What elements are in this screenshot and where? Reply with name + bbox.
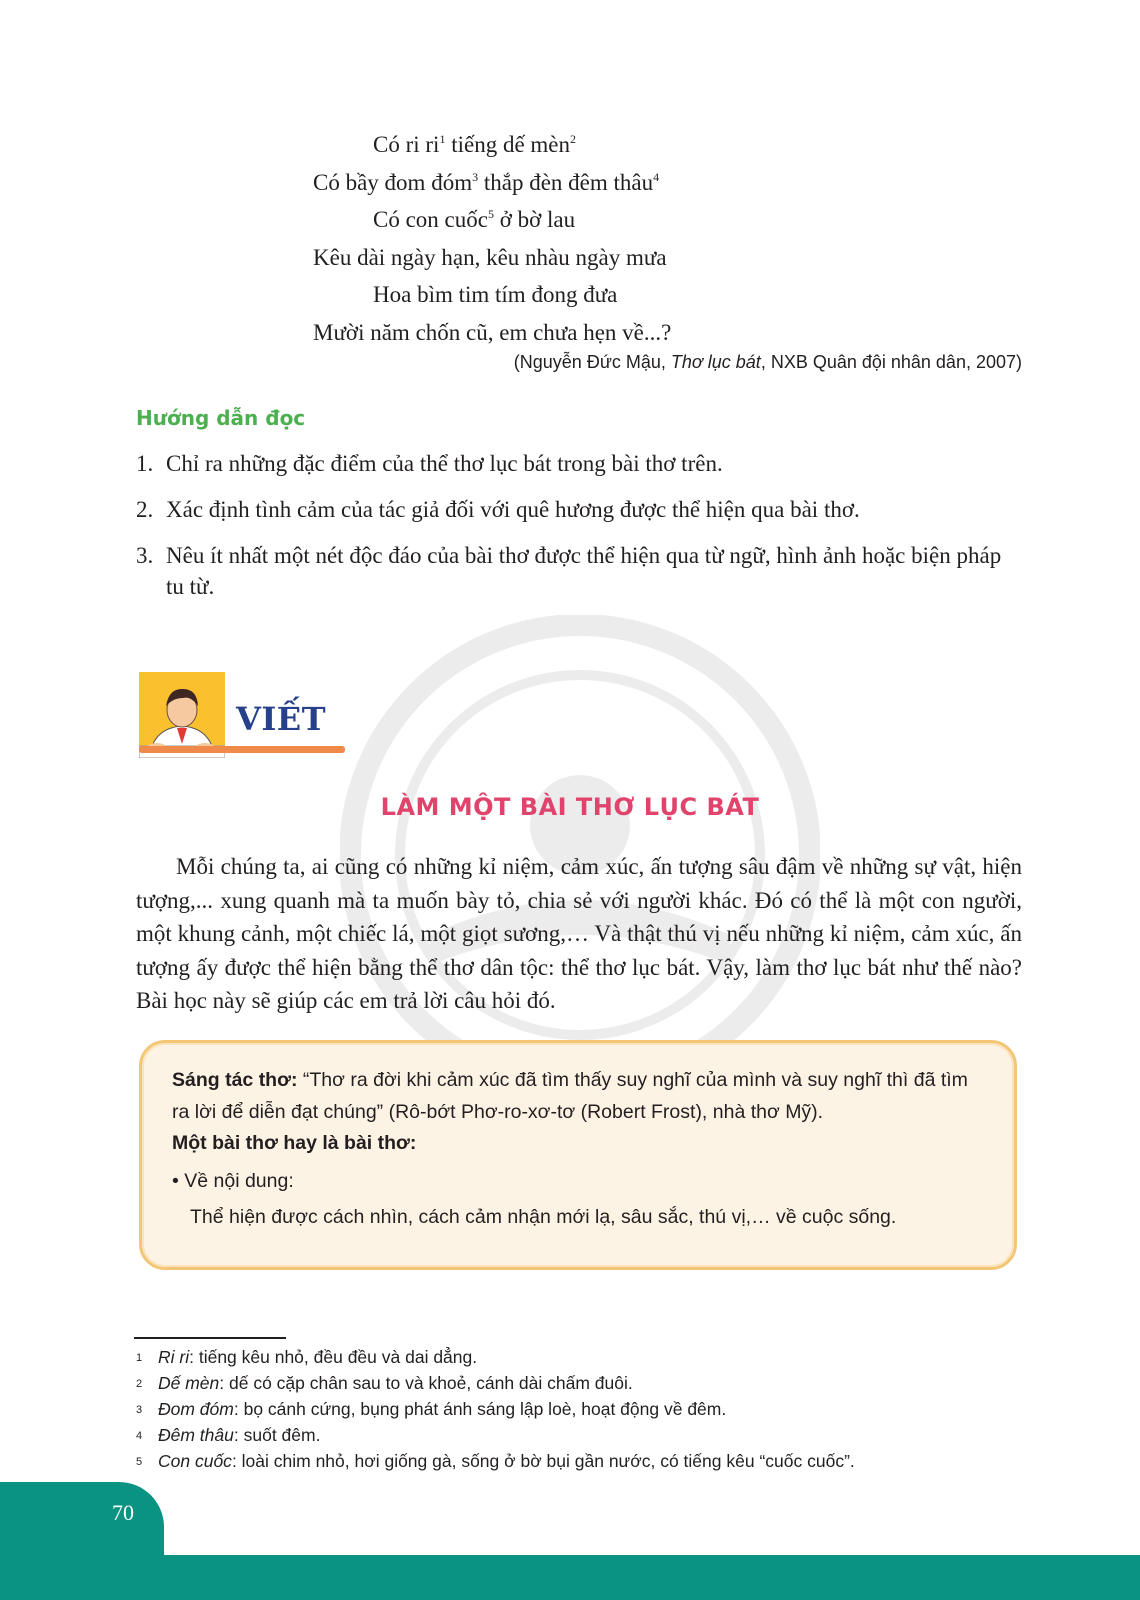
note-detail: Thể hiện được cách nhìn, cách cảm nhận mới lạ, sâu sắc, thú vị,… về cuộc sống. [190, 1206, 897, 1228]
poem-line: Kêu dài ngày hạn, kêu nhàu ngày mưa [313, 244, 667, 270]
poem-line: Có con cuốc$^5$ ở bờ lau [373, 207, 576, 232]
reading-guide-questions [136, 448, 1022, 617]
note-box [139, 1040, 1017, 1270]
note-content [172, 1065, 987, 1234]
poem-line: Hoa bìm tim tím đong đưa [373, 282, 618, 307]
poem-citation: (Nguyễn Đức Mậu, Thơ lục bát, NXB Quân đội nhân dân, 2007) [513, 352, 1022, 372]
page-number-tab [0, 1482, 164, 1572]
reading-guide-title: Hướng dẫn đọc [136, 406, 306, 430]
footnote: 2 Dế mèn : dế có cặp chân sau to và khoẻ, cánh dài chấm đuôi. [136, 1373, 633, 1393]
footnote-rule [134, 1337, 286, 1339]
footnotes [136, 1345, 855, 1475]
footnote: 5 Con cuốc : loài chim nhỏ, hơi giống gà, sống ở bờ bụi gần nước, có tiếng kêu “cuốc cuốc”. [136, 1451, 855, 1471]
footnote: 3 Đom đóm : bọ cánh cứng, bụng phát ánh sáng lập loè, hoạt động về đêm. [136, 1399, 727, 1419]
note-heading: Một bài thơ hay là bài thơ: [172, 1132, 417, 1154]
poem-line: Có bầy đom đóm$^3$ thắp đèn đêm thâu$^4$ [313, 169, 660, 195]
writing-header: VIẾT [236, 700, 326, 738]
poem-line: Có ri $ri^1$ tiếng dế mèn$^2$ [373, 132, 576, 157]
question-item: 1. Chỉ ra những đặc điểm của thể thơ lục bát trong bài thơ trên. [136, 451, 723, 476]
note-quote: Sáng tác thơ: “Thơ ra đời khi cảm xúc đã tìm thấy suy nghĩ của mình và suy nghĩ thì đã tìm ra lời để diễn đạt chúng” (Rô-bớt Phơ-ro-xơ-tơ (Robert Frost), nhà thơ Mỹ). [172, 1069, 968, 1123]
footnote: 1 Ri ri : tiếng kêu nhỏ, đều đều và dai dẳng. [136, 1347, 478, 1367]
question-item: 2. Xác định tình cảm của tác giả đối với quê hương được thể hiện qua bài thơ. [136, 497, 860, 522]
footnote: 4 Đêm thâu : suốt đêm. [136, 1425, 321, 1445]
writing-header-underline [139, 746, 345, 753]
poem-line: Mười năm chốn cũ, em chưa hẹn về...? [313, 319, 672, 345]
poem [313, 126, 671, 351]
section-title: LÀM MỘT BÀI THƠ LỤC BÁT [380, 793, 760, 821]
page-number: 70 [112, 1500, 134, 1525]
footer-bar [0, 1555, 1140, 1600]
question-item: 3. Nêu ít nhất một nét độc đáo của bài thơ được thể hiện qua từ ngữ, hình ảnh hoặc biện pháp tu từ. [136, 543, 1002, 599]
note-bullet: • Về nội dung: [172, 1169, 294, 1192]
intro-paragraph: Mỗi chúng ta, ai cũng có những kỉ niệm, cảm xúc, ấn tượng sâu đậm về những sự vật, hiện tượng,... xung quanh mà ta muốn bày tỏ, chia sẻ với người khác. Đó có thể là một con người, một khung cảnh, một chiếc lá, một giọt sương,… Và thật thú vị nếu những kỉ niệm, cảm xúc, ấn tượng ấy được thể hiện bằng thể thơ dân tộc: thể thơ lục bát. Vậy, làm thơ lục bát như thế nào? Bài học này sẽ giúp các em trả lời câu hỏi đó. [136, 854, 1022, 1013]
